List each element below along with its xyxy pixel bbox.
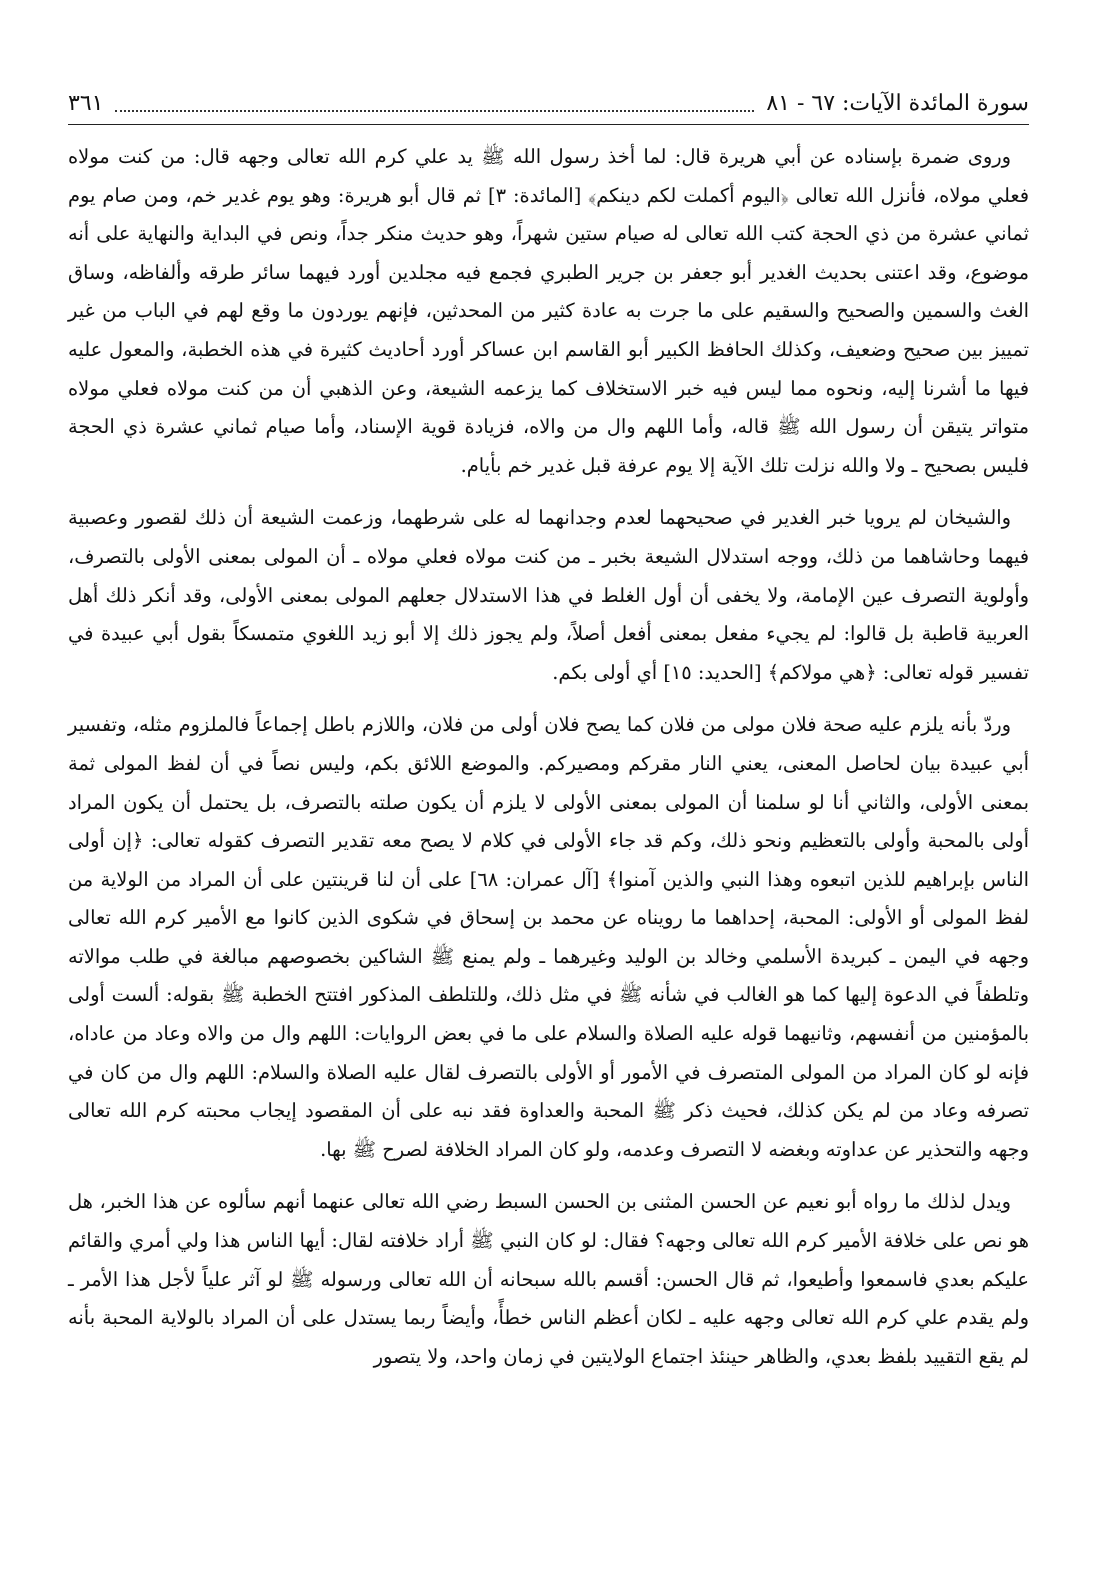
header-title: سورة المائدة الآيات: ٦٧ - ٨١ xyxy=(766,91,1029,116)
page-number: ٣٦١ xyxy=(68,91,104,116)
paragraph: وروى ضمرة بإسناده عن أبي هريرة قال: لما أخذ رسول الله ﷺ يد علي كرم الله تعالى وجهه قال: من كنت مولاه فعلي مولاه، فأنزل الله تعالى ﴿اليوم أكملت لكم دينكم﴾ [المائدة: ٣] ثم قال أبو هريرة: وهو يوم غدير خم، ومن صام يوم ثماني عشرة من ذي الحجة كتب الله تعالى له صيام ستين شهراً، وهو حديث منكر جداً، ونص في البداية والنهاية على أنه موضوع، وقد اعتنى بحديث الغدير أبو جعفر بن جرير الطبري فجمع فيه مجلدين أورد فيهما سائر طرقه وألفاظه، وساق الغث والسمين والصحيح والسقيم على ما جرت به عادة كثير من المحدثين، فإنهم يوردون ما وقع لهم في الباب من غير تمييز بين صحيح وضعيف، وكذلك الحافظ الكبير أبو القاسم ابن عساكر أورد أحاديث كثيرة في هذه الخطبة، والمعول عليه فيها ما أشرنا إليه، ونحوه مما ليس فيه خبر الاستخلاف كما يزعمه الشيعة، وعن الذهبي أن من كنت مولاه فعلي مولاه متواتر يتيقن أن رسول الله ﷺ قاله، وأما اللهم وال من والاه، فزيادة قوية الإسناد، وأما صيام ثماني عشرة ذي الحجة فليس بصحيح ـ ولا والله نزلت تلك الآية إلا يوم عرفة قبل غدير خم بأيام. xyxy=(68,145,1029,477)
body-text xyxy=(68,138,1029,1390)
paragraph: ويدل لذلك ما رواه أبو نعيم عن الحسن المثنى بن الحسن السبط رضي الله تعالى عنهما أنهم سألوه عن هذا الخبر، هل هو نص على خلافة الأمير كرم الله تعالى وجهه؟ فقال: لو كان النبي ﷺ أراد خلافته لقال: أيها الناس هذا ولي أمري والقائم عليكم بعدي فاسمعوا وأطيعوا، ثم قال الحسن: أقسم بالله سبحانه أن الله تعالى ورسوله ﷺ لو آثر علياً لأجل هذا الأمر ـ ولم يقدم علي كرم الله تعالى وجهه عليه ـ لكان أعظم الناس خطأً، وأيضاً ربما يستدل على أن المراد بالولاية المحبة بأنه لم يقع التقييد بلفظ بعدي، والظاهر حينئذ اجتماع الولايتين في زمان واحد، ولا يتصور xyxy=(68,1190,1029,1368)
header-leader-dots xyxy=(115,96,754,112)
paragraph: والشيخان لم يرويا خبر الغدير في صحيحهما لعدم وجدانهما له على شرطهما، وزعمت الشيعة أن ذلك لقصور وعصبية فيهما وحاشاهما من ذلك، ووجه استدلال الشيعة بخبر ـ من كنت مولاه فعلي مولاه ـ أن المولى بمعنى الأولى بالتصرف، وأولوية التصرف عين الإمامة، ولا يخفى أن أول الغلط في هذا الاستدلال جعلهم المولى بمعنى الأولى، وقد أنكر ذلك أهل العربية قاطبة بل قالوا: لم يجيء مفعل بمعنى أفعل أصلاً، ولم يجوز ذلك إلا أبو زيد اللغوي متمسكاً بقول أبي عبيدة في تفسير قوله تعالى: ﴿هي مولاكم﴾ [الحديد: ١٥] أي أولى بكم. xyxy=(68,506,1029,684)
paragraph: وردّ بأنه يلزم عليه صحة فلان مولى من فلان كما يصح فلان أولى من فلان، واللازم باطل إجماعاً فالملزوم مثله، وتفسير أبي عبيدة بيان لحاصل المعنى، يعني النار مقركم ومصيركم. والموضع اللائق بكم، وليس نصاً في أن لفظ المولى ثمة بمعنى الأولى، والثاني أنا لو سلمنا أن المولى بمعنى الأولى لا يلزم أن يكون صلته بالتصرف، بل يحتمل أن يكون المراد أولى بالمحبة وأولى بالتعظيم ونحو ذلك، وكم قد جاء الأولى في كلام لا يصح معه تقدير التصرف كقوله تعالى: ﴿إن أولى الناس بإبراهيم للذين اتبعوه وهذا النبي والذين آمنوا﴾ [آل عمران: ٦٨] على أن لنا قرينتين على أن المراد من الولاية من لفظ المولى أو الأولى: المحبة، إحداهما ما رويناه عن محمد بن إسحاق في شكوى الذين كانوا مع الأمير كرم الله تعالى وجهه في اليمن ـ كبريدة الأسلمي وخالد بن الوليد وغيرهما ـ ولم يمنع ﷺ الشاكين بخصوصهم مبالغة في طلب موالاته وتلطفاً في الدعوة إليها كما هو الغالب في شأنه ﷺ في مثل ذلك، وللتلطف المذكور افتتح الخطبة ﷺ بقوله: ألست أولى بالمؤمنين من أنفسهم، وثانيهما قوله عليه الصلاة والسلام على ما في بعض الروايات: اللهم وال من والاه وعاد من عاداه، فإنه لو كان المراد من المولى المتصرف في الأمور أو الأولى بالتصرف لقال عليه الصلاة والسلام: اللهم وال من كان في تصرفه وعاد من لم يكن كذلك، فحيث ذكر ﷺ المحبة والعداوة فقد نبه على أن المقصود إيجاب محبته كرم الله تعالى وجهه والتحذير عن عداوته وبغضه لا التصرف وعدمه، ولو كان المراد الخلافة لصرح ﷺ بها. xyxy=(68,713,1030,1161)
running-header xyxy=(68,84,1029,125)
